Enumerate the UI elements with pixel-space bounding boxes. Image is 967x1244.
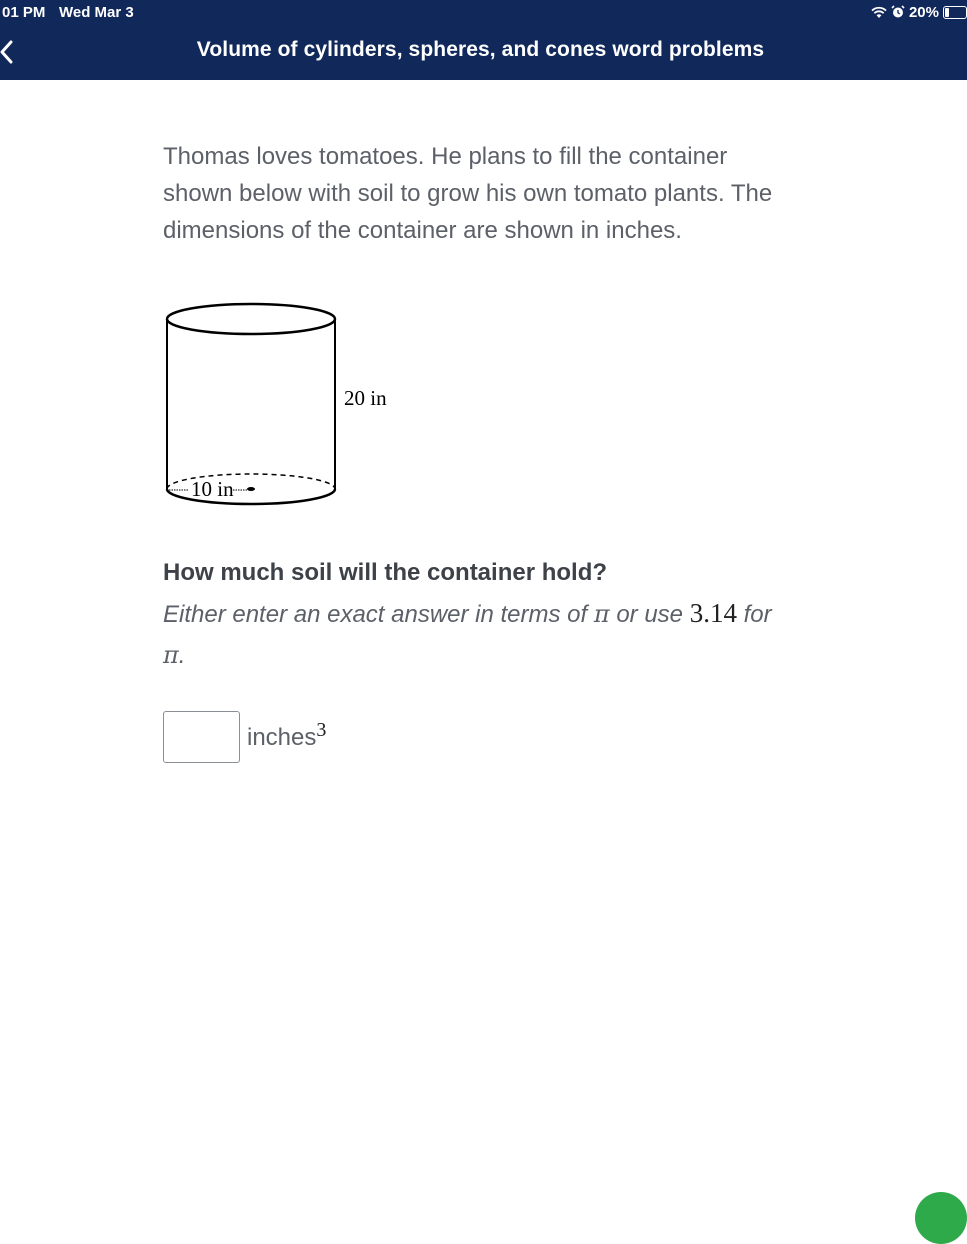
instruction-end: . <box>178 642 186 669</box>
question-text: How much soil will the container hold? <box>163 559 608 586</box>
battery-level <box>945 8 949 17</box>
unit-label <box>247 719 326 752</box>
top-bar <box>0 0 967 80</box>
instruction-part1: Either enter an exact answer in terms of <box>163 601 588 628</box>
unit-exponent: 3 <box>316 719 327 741</box>
pi-value: 3.14 <box>689 598 737 628</box>
battery-icon <box>943 6 967 19</box>
problem-text: Thomas loves tomatoes. He plans to fill the container shown below with soil to grow his own tomato plants. The dimensions of the container are shown in inches. <box>163 143 773 244</box>
pi-symbol-end: π <box>163 641 179 669</box>
radius-label: 10 in <box>191 477 234 501</box>
unit-text: inches <box>247 724 317 751</box>
status-date: Wed Mar 3 <box>59 4 134 21</box>
problem-content <box>163 138 803 751</box>
instruction-text <box>163 593 803 676</box>
instruction-part2: or use <box>616 601 684 628</box>
answer-row <box>163 711 326 763</box>
page-title: Volume of cylinders, spheres, and cones word problems <box>196 38 765 61</box>
answer-input[interactable] <box>163 711 240 763</box>
instruction-part3: for <box>743 601 772 628</box>
status-time: 01 PM <box>2 4 46 21</box>
pi-symbol: π <box>593 600 610 628</box>
cylinder-figure <box>163 298 403 518</box>
alarm-icon <box>891 5 905 19</box>
wifi-icon <box>871 6 887 19</box>
height-label: 20 in <box>344 386 387 410</box>
status-indicators <box>871 3 967 21</box>
battery-percent: 20% <box>908 3 939 21</box>
